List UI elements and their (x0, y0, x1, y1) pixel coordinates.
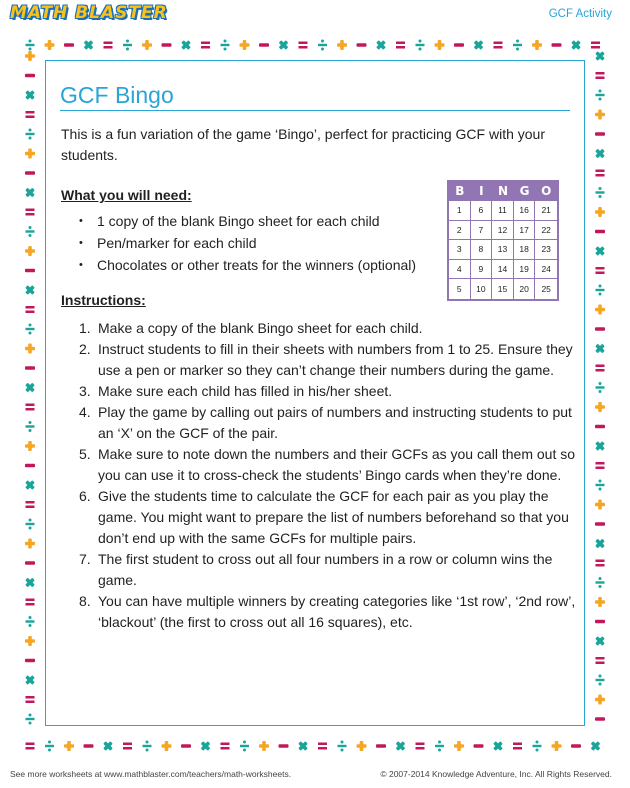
step-text: You can have multiple winners by creating categories like ‘1st row’, ‘2nd row’, ‘blackout’ (the first to cross out all 16 squares), etc. (98, 593, 576, 630)
minus-icon (25, 74, 35, 78)
equals-icon (123, 743, 132, 750)
border-right-symbols (592, 48, 608, 738)
plus-icon (25, 149, 35, 159)
times-icon (593, 634, 607, 648)
bingo-letter: N (497, 184, 508, 198)
plus-icon (552, 741, 562, 751)
times-icon (593, 146, 607, 160)
times-icon (593, 244, 607, 258)
bingo-card (447, 180, 559, 301)
divide-icon (143, 741, 152, 752)
bingo-cell: 8 (471, 240, 493, 260)
equals-icon (201, 42, 210, 49)
needs-list (79, 210, 416, 276)
title-divider (60, 110, 570, 111)
bingo-cell: 1 (449, 201, 471, 221)
minus-icon (595, 230, 605, 234)
page-header (0, 0, 630, 26)
plus-icon (25, 246, 35, 256)
divide-icon (596, 382, 605, 393)
divide-icon (533, 741, 542, 752)
minus-icon (454, 43, 464, 47)
plus-icon (595, 305, 605, 315)
step-text: Make sure to note down the numbers and their GCFs as you call them out so you can use it to cross-check the students’ Bingo cards when they’re done. (98, 446, 576, 483)
equals-icon (596, 560, 605, 567)
times-icon (23, 380, 37, 394)
times-icon (23, 185, 37, 199)
plus-icon (595, 110, 605, 120)
equals-icon (513, 743, 522, 750)
step-text: Play the game by calling out pairs of numbers and instructing students to put an ‘X’ on the GCF of the pair. (98, 404, 572, 441)
times-icon (593, 439, 607, 453)
plus-icon (25, 51, 35, 61)
bingo-cell: 24 (535, 260, 557, 280)
times-icon (593, 49, 607, 63)
divide-icon (318, 40, 327, 51)
minus-icon (595, 620, 605, 624)
divide-icon (596, 480, 605, 491)
step-number: 2. (79, 341, 91, 357)
step-text: Give the students time to calculate the GCF for each pair as you play the game. You might want to prepare the list of numbers beforehand so that you don’t end up with the same GCFs for multiple pairs. (98, 488, 569, 546)
bingo-cell: 2 (449, 221, 471, 241)
times-icon (296, 739, 310, 753)
border-left-symbols (22, 48, 38, 738)
divide-icon (26, 616, 35, 627)
equals-icon (26, 743, 35, 750)
bingo-cell: 23 (535, 240, 557, 260)
bingo-cell: 15 (492, 279, 514, 299)
step-text: Make a copy of the blank Bingo sheet for each child. (98, 320, 423, 336)
step-text: Instruct students to fill in their sheets with numbers from 1 to 25. Ensure they use a pen or marker so they can’t change their numbers during the game. (98, 341, 573, 378)
footer-link-text: See more worksheets at www.mathblaster.com/teachers/math-worksheets. (10, 769, 292, 779)
equals-icon (299, 42, 308, 49)
minus-icon (552, 43, 562, 47)
equals-icon (416, 743, 425, 750)
bingo-cell: 4 (449, 260, 471, 280)
times-icon (569, 38, 583, 52)
bingo-cell: 6 (471, 201, 493, 221)
plus-icon (357, 741, 367, 751)
times-icon (593, 536, 607, 550)
bingo-cell: 12 (492, 221, 514, 241)
times-icon (81, 38, 95, 52)
times-icon (101, 739, 115, 753)
step-text: The first student to cross out all four numbers in a row or column wins the game. (98, 551, 553, 588)
bingo-cell: 7 (471, 221, 493, 241)
step-number: 6. (79, 488, 91, 504)
plus-icon (142, 40, 152, 50)
plus-icon (595, 402, 605, 412)
bingo-cell: 16 (514, 201, 536, 221)
divide-icon (26, 714, 35, 725)
divide-icon (45, 741, 54, 752)
border-bottom-symbols (22, 738, 608, 754)
minus-icon (25, 464, 35, 468)
divide-icon (596, 285, 605, 296)
times-icon (23, 673, 37, 687)
plus-icon (595, 597, 605, 607)
list-item: • Pen/marker for each child (79, 232, 416, 254)
plus-icon (595, 695, 605, 705)
divide-icon (416, 40, 425, 51)
equals-icon (221, 743, 230, 750)
plus-icon (25, 344, 35, 354)
minus-icon (25, 659, 35, 663)
times-icon (23, 478, 37, 492)
plus-icon (454, 741, 464, 751)
times-icon (179, 38, 193, 52)
list-item: • 1 copy of the blank Bingo sheet for each child (79, 210, 416, 232)
divide-icon (596, 675, 605, 686)
bingo-cell: 9 (471, 260, 493, 280)
list-item (79, 486, 579, 549)
minus-icon (595, 425, 605, 429)
minus-icon (181, 744, 191, 748)
bingo-header (449, 182, 557, 201)
step-number: 3. (79, 383, 91, 399)
equals-icon (26, 501, 35, 508)
divide-icon (338, 741, 347, 752)
equals-icon (494, 42, 503, 49)
bingo-cell: 22 (535, 221, 557, 241)
border-top (22, 37, 608, 53)
equals-icon (596, 267, 605, 274)
divide-icon (596, 90, 605, 101)
plus-icon (25, 441, 35, 451)
plus-icon (64, 741, 74, 751)
minus-icon (64, 43, 74, 47)
equals-icon (596, 365, 605, 372)
border-top-symbols (22, 37, 608, 53)
divide-icon (26, 324, 35, 335)
list-item (79, 339, 579, 381)
needs-heading: What you will need: (61, 187, 192, 203)
divide-icon (435, 741, 444, 752)
step-text: Make sure each child has filled in his/her sheet. (98, 383, 393, 399)
bingo-cell: 3 (449, 240, 471, 260)
times-icon (491, 739, 505, 753)
bingo-letter: I (479, 184, 484, 198)
bingo-cell: 11 (492, 201, 514, 221)
plus-icon (595, 207, 605, 217)
bingo-cell: 5 (449, 279, 471, 299)
bingo-cell: 20 (514, 279, 536, 299)
times-icon (588, 739, 602, 753)
times-icon (23, 283, 37, 297)
divide-icon (123, 40, 132, 51)
bingo-letter: B (455, 184, 465, 198)
list-item (79, 318, 579, 339)
equals-icon (104, 42, 113, 49)
times-icon (198, 739, 212, 753)
bingo-cell: 18 (514, 240, 536, 260)
plus-icon (259, 741, 269, 751)
equals-icon (26, 209, 35, 216)
plus-icon (25, 539, 35, 549)
equals-icon (596, 462, 605, 469)
minus-icon (357, 43, 367, 47)
minus-icon (595, 132, 605, 136)
minus-icon (595, 717, 605, 721)
minus-icon (376, 744, 386, 748)
list-item (79, 402, 579, 444)
bingo-letter: O (541, 184, 552, 198)
minus-icon (25, 561, 35, 565)
equals-icon (396, 42, 405, 49)
list-item: • Chocolates or other treats for the winners (optional) (79, 254, 416, 276)
bingo-cell: 21 (535, 201, 557, 221)
plus-icon (435, 40, 445, 50)
border-bottom (22, 738, 608, 754)
equals-icon (596, 170, 605, 177)
minus-icon (25, 366, 35, 370)
equals-icon (26, 404, 35, 411)
divide-icon (26, 129, 35, 140)
step-number: 8. (79, 593, 91, 609)
bingo-cell: 13 (492, 240, 514, 260)
plus-icon (45, 40, 55, 50)
instructions-list (79, 318, 579, 633)
plus-icon (25, 636, 35, 646)
divide-icon (240, 741, 249, 752)
minus-icon (162, 43, 172, 47)
equals-icon (26, 306, 35, 313)
activity-label: GCF Activity (548, 8, 612, 20)
times-icon (374, 38, 388, 52)
list-item (79, 444, 579, 486)
divide-icon (513, 40, 522, 51)
minus-icon (571, 744, 581, 748)
times-icon (23, 575, 37, 589)
minus-icon (25, 269, 35, 273)
divide-icon (26, 226, 35, 237)
footer-copyright: © 2007-2014 Knowledge Adventure, Inc. All Rights Reserved. (380, 769, 612, 779)
step-number: 4. (79, 404, 91, 420)
equals-icon (26, 111, 35, 118)
minus-icon (595, 327, 605, 331)
minus-icon (279, 744, 289, 748)
equals-icon (26, 696, 35, 703)
step-number: 1. (79, 320, 91, 336)
times-icon (393, 739, 407, 753)
list-item (79, 549, 579, 591)
plus-icon (240, 40, 250, 50)
minus-icon (595, 522, 605, 526)
bingo-cell: 14 (492, 260, 514, 280)
plus-icon (532, 40, 542, 50)
bingo-cell: 10 (471, 279, 493, 299)
times-icon (276, 38, 290, 52)
instructions-heading: Instructions: (61, 292, 146, 308)
bingo-cell: 19 (514, 260, 536, 280)
page-title: GCF Bingo (60, 82, 174, 108)
divide-icon (221, 40, 230, 51)
equals-icon (596, 657, 605, 664)
plus-icon (595, 500, 605, 510)
equals-icon (26, 599, 35, 606)
bingo-cell: 17 (514, 221, 536, 241)
bingo-letter: G (519, 184, 530, 198)
times-icon (593, 341, 607, 355)
plus-icon (162, 741, 172, 751)
equals-icon (318, 743, 327, 750)
divide-icon (596, 577, 605, 588)
list-item (79, 591, 579, 633)
times-icon (23, 88, 37, 102)
minus-icon (84, 744, 94, 748)
divide-icon (26, 519, 35, 530)
math-blaster-logo: MATH BLASTER (10, 3, 168, 23)
divide-icon (26, 421, 35, 432)
border-left (22, 48, 38, 738)
bingo-grid (449, 201, 557, 299)
border-right (592, 48, 608, 738)
bingo-cell: 25 (541, 284, 551, 295)
divide-icon (596, 187, 605, 198)
minus-icon (25, 171, 35, 175)
step-number: 7. (79, 551, 91, 567)
list-item (79, 381, 579, 402)
plus-icon (337, 40, 347, 50)
intro-text: This is a fun variation of the game ‘Bingo’, perfect for practicing GCF with your students. (61, 126, 545, 163)
step-number: 5. (79, 446, 91, 462)
minus-icon (474, 744, 484, 748)
times-icon (471, 38, 485, 52)
equals-icon (596, 72, 605, 79)
minus-icon (259, 43, 269, 47)
